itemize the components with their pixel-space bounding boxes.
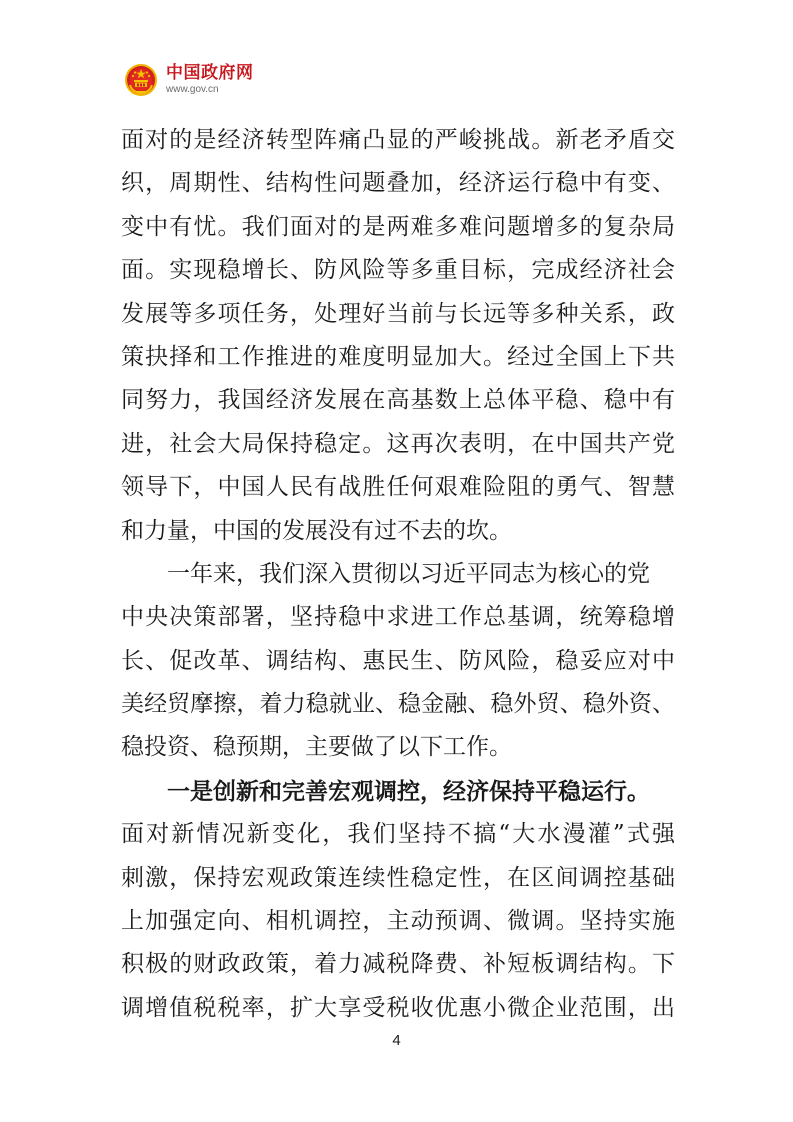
paragraph-line: 中央决策部署，坚持稳中求进工作总基调，统筹稳增 [121,604,675,631]
paragraph-line: 织，周期性、结构性问题叠加，经济运行稳中有变、 [121,170,675,197]
site-header [124,60,254,100]
site-url: www.gov.cn [166,84,219,95]
paragraph-line: 领导下，中国人民有战胜任何艰难险阻的勇气、智慧 [121,474,675,501]
paragraph-line: 面。实现稳增长、防风险等多重目标，完成经济社会 [121,257,675,284]
site-name: 中国政府网 [166,63,254,83]
paragraph-line: 刺激，保持宏观政策连续性稳定性，在区间调控基础 [121,864,675,891]
paragraph-line: 稳投资、稳预期，主要做了以下工作。 [121,734,512,761]
paragraph-line: 进，社会大局保持稳定。这再次表明，在中国共产党 [121,430,675,457]
paragraph-line: 变中有忧。我们面对的是两难多难问题增多的复杂局 [121,213,675,240]
paragraph-line: 和力量，中国的发展没有过不去的坎。 [121,517,512,544]
paragraph-line: 策抉择和工作推进的难度明显加大。经过全国上下共 [121,343,675,370]
paragraph-line: 美经贸摩擦，着力稳就业、稳金融、稳外贸、稳外资、 [121,691,675,718]
paragraph-line: 调增值税税率，扩大享受税收优惠小微企业范围，出 [121,994,675,1021]
paragraph-line: 面对的是经济转型阵痛凸显的严峻挑战。新老矛盾交 [121,127,675,153]
paragraph-line: 积极的财政政策，着力减税降费、补短板调结构。下 [121,951,675,978]
paragraph-line: 同努力，我国经济发展在高基数上总体平稳、稳中有 [121,387,675,414]
national-emblem-icon [124,63,158,97]
section-heading-line: 一是创新和完善宏观调控，经济保持平稳运行。 [167,777,650,805]
paragraph-line: 上加强定向、相机调控，主动预调、微调。坚持实施 [121,908,675,935]
page-number: 4 [392,1032,401,1049]
paragraph-line: 一年来，我们深入贯彻以习近平同志为核心的党 [167,560,650,587]
paragraph-line: 面对新情况新变化，我们坚持不搞“大水漫灌”式强 [121,821,675,848]
paragraph-line: 发展等多项任务，处理好当前与长远等多种关系，政 [121,300,675,327]
paragraph-line: 长、促改革、调结构、惠民生、防风险，稳妥应对中 [121,647,675,674]
document-body [121,119,675,1030]
